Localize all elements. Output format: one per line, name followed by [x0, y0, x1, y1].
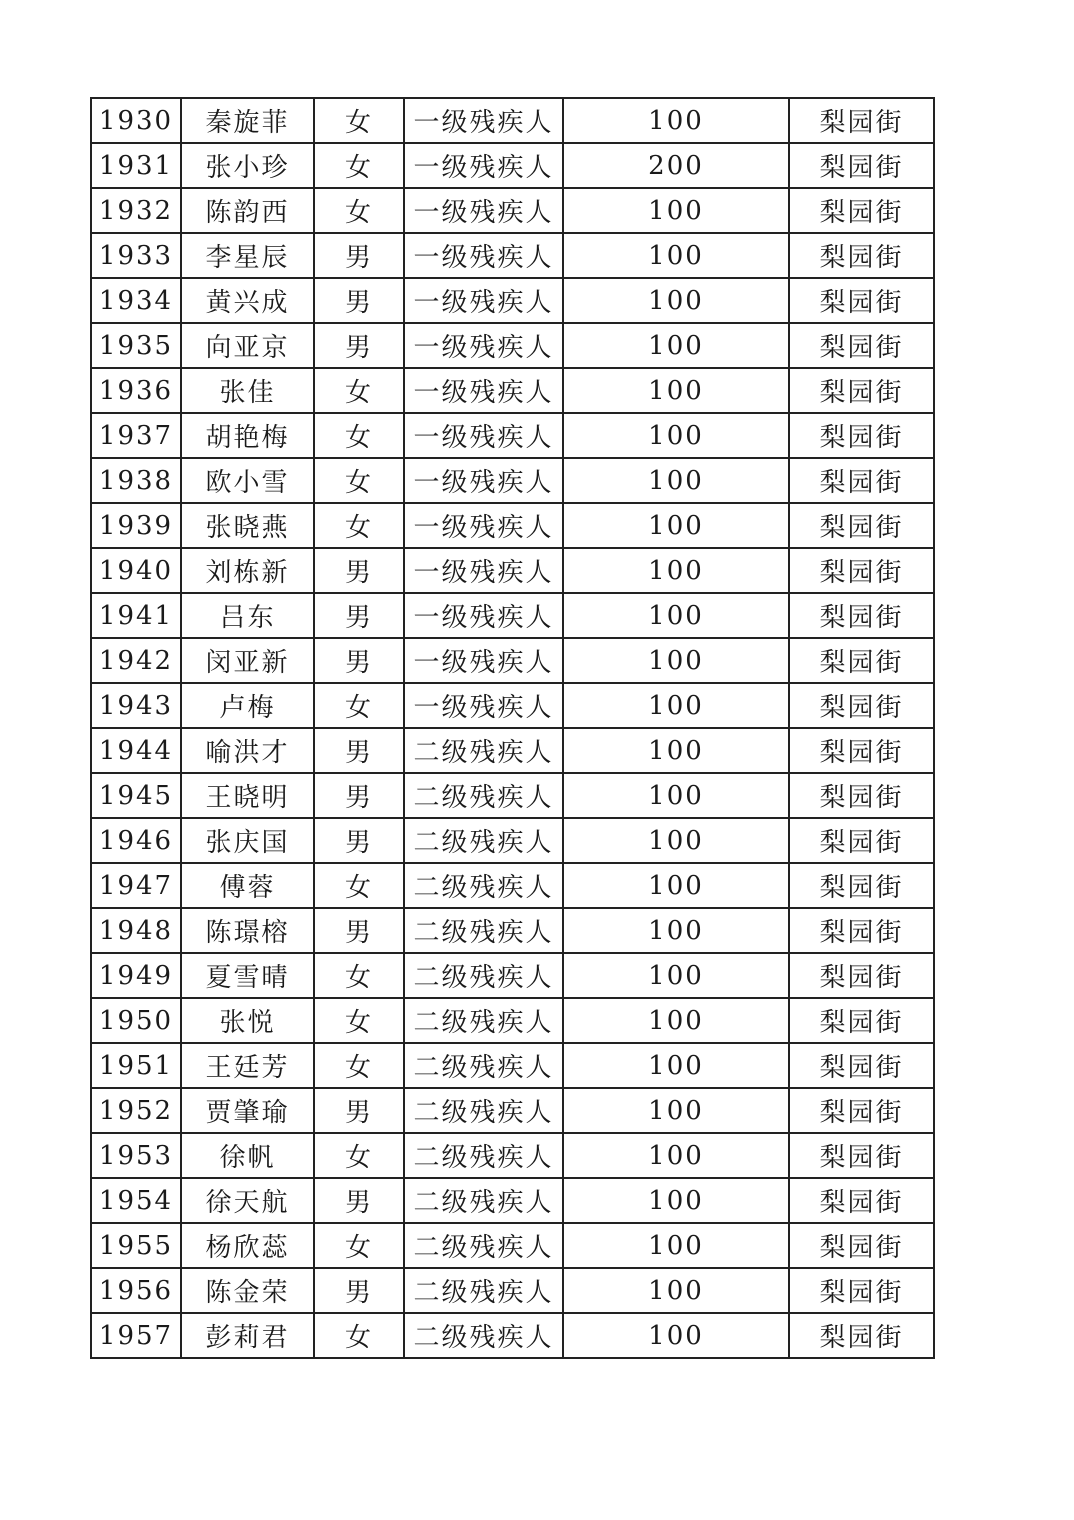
row-number-cell: 1932 — [91, 188, 181, 233]
row-number-cell: 1931 — [91, 143, 181, 188]
table-row — [91, 1133, 934, 1178]
disability-grade-cell: 一级残疾人 — [404, 233, 563, 278]
amount-cell: 100 — [563, 1043, 789, 1088]
gender-cell: 男 — [314, 548, 404, 593]
name-cell: 喻洪才 — [181, 728, 314, 773]
street-cell: 梨园街 — [789, 1313, 934, 1358]
amount-cell: 100 — [563, 233, 789, 278]
amount-cell: 100 — [563, 413, 789, 458]
street-cell: 梨园街 — [789, 233, 934, 278]
row-number-cell: 1952 — [91, 1088, 181, 1133]
gender-cell: 女 — [314, 1223, 404, 1268]
name-cell: 徐天航 — [181, 1178, 314, 1223]
name-cell: 陈韵西 — [181, 188, 314, 233]
disability-grade-cell: 一级残疾人 — [404, 458, 563, 503]
table-row — [91, 548, 934, 593]
row-number-cell: 1933 — [91, 233, 181, 278]
disability-grade-cell: 一级残疾人 — [404, 503, 563, 548]
gender-cell: 女 — [314, 368, 404, 413]
amount-cell: 100 — [563, 773, 789, 818]
name-cell: 胡艳梅 — [181, 413, 314, 458]
disability-grade-cell: 一级残疾人 — [404, 368, 563, 413]
name-cell: 杨欣蕊 — [181, 1223, 314, 1268]
amount-cell: 100 — [563, 1088, 789, 1133]
table-row — [91, 683, 934, 728]
table-row — [91, 638, 934, 683]
roster-table-body — [91, 98, 934, 1358]
row-number-cell: 1939 — [91, 503, 181, 548]
disability-grade-cell: 二级残疾人 — [404, 773, 563, 818]
street-cell: 梨园街 — [789, 368, 934, 413]
amount-cell: 100 — [563, 188, 789, 233]
name-cell: 刘栋新 — [181, 548, 314, 593]
gender-cell: 女 — [314, 1043, 404, 1088]
name-cell: 王廷芳 — [181, 1043, 314, 1088]
name-cell: 彭莉君 — [181, 1313, 314, 1358]
street-cell: 梨园街 — [789, 143, 934, 188]
gender-cell: 男 — [314, 1268, 404, 1313]
table-row — [91, 368, 934, 413]
name-cell: 吕东 — [181, 593, 314, 638]
row-number-cell: 1957 — [91, 1313, 181, 1358]
gender-cell: 女 — [314, 143, 404, 188]
table-row — [91, 413, 934, 458]
street-cell: 梨园街 — [789, 278, 934, 323]
amount-cell: 100 — [563, 98, 789, 143]
disability-grade-cell: 二级残疾人 — [404, 818, 563, 863]
gender-cell: 女 — [314, 953, 404, 998]
gender-cell: 女 — [314, 998, 404, 1043]
street-cell: 梨园街 — [789, 1268, 934, 1313]
table-row — [91, 503, 934, 548]
disability-grade-cell: 二级残疾人 — [404, 1268, 563, 1313]
amount-cell: 100 — [563, 638, 789, 683]
disability-grade-cell: 一级残疾人 — [404, 638, 563, 683]
disability-grade-cell: 二级残疾人 — [404, 1313, 563, 1358]
table-row — [91, 233, 934, 278]
gender-cell: 男 — [314, 1178, 404, 1223]
disability-grade-cell: 二级残疾人 — [404, 1178, 563, 1223]
gender-cell: 女 — [314, 413, 404, 458]
street-cell: 梨园街 — [789, 683, 934, 728]
disability-grade-cell: 二级残疾人 — [404, 728, 563, 773]
name-cell: 贾肇瑜 — [181, 1088, 314, 1133]
table-row — [91, 728, 934, 773]
row-number-cell: 1934 — [91, 278, 181, 323]
street-cell: 梨园街 — [789, 458, 934, 503]
disability-grade-cell: 一级残疾人 — [404, 413, 563, 458]
street-cell: 梨园街 — [789, 1133, 934, 1178]
disability-grade-cell: 二级残疾人 — [404, 1223, 563, 1268]
amount-cell: 100 — [563, 323, 789, 368]
disability-grade-cell: 一级残疾人 — [404, 683, 563, 728]
row-number-cell: 1936 — [91, 368, 181, 413]
name-cell: 向亚京 — [181, 323, 314, 368]
table-row — [91, 323, 934, 368]
row-number-cell: 1940 — [91, 548, 181, 593]
amount-cell: 100 — [563, 548, 789, 593]
row-number-cell: 1945 — [91, 773, 181, 818]
table-row — [91, 908, 934, 953]
amount-cell: 100 — [563, 728, 789, 773]
street-cell: 梨园街 — [789, 323, 934, 368]
gender-cell: 男 — [314, 1088, 404, 1133]
name-cell: 张佳 — [181, 368, 314, 413]
amount-cell: 100 — [563, 908, 789, 953]
table-row — [91, 1088, 934, 1133]
row-number-cell: 1954 — [91, 1178, 181, 1223]
row-number-cell: 1948 — [91, 908, 181, 953]
street-cell: 梨园街 — [789, 818, 934, 863]
row-number-cell: 1938 — [91, 458, 181, 503]
gender-cell: 女 — [314, 188, 404, 233]
amount-cell: 100 — [563, 998, 789, 1043]
gender-cell: 男 — [314, 818, 404, 863]
street-cell: 梨园街 — [789, 863, 934, 908]
gender-cell: 女 — [314, 98, 404, 143]
row-number-cell: 1946 — [91, 818, 181, 863]
table-row — [91, 278, 934, 323]
name-cell: 张晓燕 — [181, 503, 314, 548]
amount-cell: 100 — [563, 818, 789, 863]
amount-cell: 100 — [563, 458, 789, 503]
gender-cell: 女 — [314, 458, 404, 503]
name-cell: 黄兴成 — [181, 278, 314, 323]
name-cell: 傅蓉 — [181, 863, 314, 908]
name-cell: 李星辰 — [181, 233, 314, 278]
disability-grade-cell: 二级残疾人 — [404, 1088, 563, 1133]
table-row — [91, 458, 934, 503]
amount-cell: 100 — [563, 953, 789, 998]
table-row — [91, 1223, 934, 1268]
street-cell: 梨园街 — [789, 638, 934, 683]
gender-cell: 男 — [314, 728, 404, 773]
name-cell: 欧小雪 — [181, 458, 314, 503]
name-cell: 张悦 — [181, 998, 314, 1043]
disability-grade-cell: 一级残疾人 — [404, 278, 563, 323]
amount-cell: 100 — [563, 1268, 789, 1313]
disability-grade-cell: 一级残疾人 — [404, 593, 563, 638]
disability-grade-cell: 二级残疾人 — [404, 998, 563, 1043]
row-number-cell: 1937 — [91, 413, 181, 458]
row-number-cell: 1953 — [91, 1133, 181, 1178]
gender-cell: 女 — [314, 1313, 404, 1358]
amount-cell: 100 — [563, 593, 789, 638]
street-cell: 梨园街 — [789, 1223, 934, 1268]
disability-grade-cell: 二级残疾人 — [404, 908, 563, 953]
table-row — [91, 188, 934, 233]
gender-cell: 女 — [314, 683, 404, 728]
gender-cell: 男 — [314, 908, 404, 953]
amount-cell: 100 — [563, 1223, 789, 1268]
disability-grade-cell: 一级残疾人 — [404, 188, 563, 233]
row-number-cell: 1944 — [91, 728, 181, 773]
disability-grade-cell: 二级残疾人 — [404, 953, 563, 998]
street-cell: 梨园街 — [789, 908, 934, 953]
gender-cell: 女 — [314, 503, 404, 548]
row-number-cell: 1955 — [91, 1223, 181, 1268]
street-cell: 梨园街 — [789, 1088, 934, 1133]
street-cell: 梨园街 — [789, 503, 934, 548]
table-row — [91, 1313, 934, 1358]
gender-cell: 男 — [314, 278, 404, 323]
street-cell: 梨园街 — [789, 1178, 934, 1223]
amount-cell: 100 — [563, 1313, 789, 1358]
gender-cell: 女 — [314, 1133, 404, 1178]
row-number-cell: 1943 — [91, 683, 181, 728]
amount-cell: 100 — [563, 368, 789, 413]
street-cell: 梨园街 — [789, 548, 934, 593]
amount-cell: 200 — [563, 143, 789, 188]
row-number-cell: 1941 — [91, 593, 181, 638]
street-cell: 梨园街 — [789, 773, 934, 818]
street-cell: 梨园街 — [789, 98, 934, 143]
row-number-cell: 1947 — [91, 863, 181, 908]
table-row — [91, 863, 934, 908]
gender-cell: 男 — [314, 323, 404, 368]
name-cell: 卢梅 — [181, 683, 314, 728]
roster-table — [90, 97, 935, 1359]
row-number-cell: 1935 — [91, 323, 181, 368]
street-cell: 梨园街 — [789, 188, 934, 233]
table-row — [91, 98, 934, 143]
gender-cell: 男 — [314, 773, 404, 818]
row-number-cell: 1956 — [91, 1268, 181, 1313]
amount-cell: 100 — [563, 278, 789, 323]
amount-cell: 100 — [563, 503, 789, 548]
name-cell: 徐帆 — [181, 1133, 314, 1178]
table-row — [91, 818, 934, 863]
row-number-cell: 1942 — [91, 638, 181, 683]
name-cell: 王晓明 — [181, 773, 314, 818]
name-cell: 张庆国 — [181, 818, 314, 863]
row-number-cell: 1950 — [91, 998, 181, 1043]
table-row — [91, 143, 934, 188]
gender-cell: 男 — [314, 233, 404, 278]
disability-grade-cell: 一级残疾人 — [404, 98, 563, 143]
row-number-cell: 1949 — [91, 953, 181, 998]
table-row — [91, 1043, 934, 1088]
name-cell: 夏雪晴 — [181, 953, 314, 998]
table-row — [91, 1178, 934, 1223]
amount-cell: 100 — [563, 1178, 789, 1223]
row-number-cell: 1930 — [91, 98, 181, 143]
name-cell: 张小珍 — [181, 143, 314, 188]
street-cell: 梨园街 — [789, 998, 934, 1043]
street-cell: 梨园街 — [789, 1043, 934, 1088]
table-row — [91, 773, 934, 818]
disability-grade-cell: 一级残疾人 — [404, 548, 563, 593]
table-row — [91, 1268, 934, 1313]
table-row — [91, 953, 934, 998]
table-row — [91, 593, 934, 638]
amount-cell: 100 — [563, 863, 789, 908]
amount-cell: 100 — [563, 683, 789, 728]
name-cell: 闵亚新 — [181, 638, 314, 683]
name-cell: 陈金荣 — [181, 1268, 314, 1313]
disability-grade-cell: 一级残疾人 — [404, 143, 563, 188]
disability-grade-cell: 一级残疾人 — [404, 323, 563, 368]
street-cell: 梨园街 — [789, 593, 934, 638]
street-cell: 梨园街 — [789, 728, 934, 773]
disability-grade-cell: 二级残疾人 — [404, 863, 563, 908]
disability-grade-cell: 二级残疾人 — [404, 1133, 563, 1178]
table-row — [91, 998, 934, 1043]
row-number-cell: 1951 — [91, 1043, 181, 1088]
disability-grade-cell: 二级残疾人 — [404, 1043, 563, 1088]
gender-cell: 男 — [314, 638, 404, 683]
gender-cell: 男 — [314, 593, 404, 638]
name-cell: 秦旋菲 — [181, 98, 314, 143]
gender-cell: 女 — [314, 863, 404, 908]
street-cell: 梨园街 — [789, 953, 934, 998]
amount-cell: 100 — [563, 1133, 789, 1178]
name-cell: 陈璟榕 — [181, 908, 314, 953]
street-cell: 梨园街 — [789, 413, 934, 458]
